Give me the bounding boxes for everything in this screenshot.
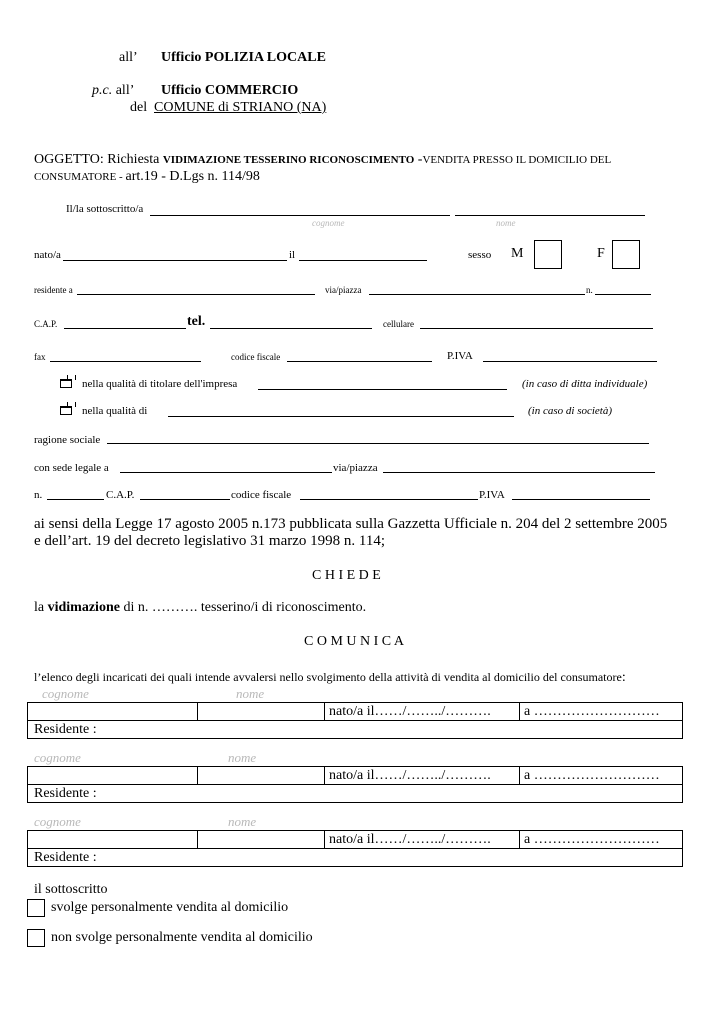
data-nascita-field[interactable] (299, 260, 427, 261)
comunica-heading: C O M U N I C A (304, 634, 404, 649)
sede-legale-field[interactable] (120, 472, 332, 473)
nome-hint-3: nome (228, 814, 257, 829)
cognome-cell[interactable] (28, 831, 197, 848)
incaricato-table-1 (27, 702, 683, 739)
residente-cell[interactable]: Residente : (34, 786, 97, 801)
sesso-m-label: M (511, 246, 524, 261)
ragione-sociale-field[interactable] (107, 443, 649, 444)
all-label-1: all’ (119, 50, 138, 65)
numero2-field[interactable] (47, 499, 104, 500)
incaricato-table-2 (27, 766, 683, 803)
cognome-hint-1: cognome (42, 686, 89, 701)
comune-name: COMUNE di STRIANO (NA) (154, 100, 327, 115)
del-label: del (130, 100, 148, 115)
legge-line-2: e dell’art. 19 del decreto legislativo 31 marzo 1998 n. 114; (34, 533, 386, 549)
nato-cell[interactable]: nato/a il……/……../………. (324, 831, 519, 848)
cap-label: C.A.P. (34, 319, 58, 329)
numero2-label: n. (34, 489, 43, 501)
numero-label: n. (586, 285, 593, 295)
incaricato-table-3 (27, 830, 683, 867)
sottoscritto-label: Il/la sottoscritto/a (66, 203, 144, 215)
tel-field[interactable] (210, 328, 372, 329)
residente-cell[interactable]: Residente : (34, 850, 97, 865)
residente-label: residente a (34, 285, 73, 295)
nome-cell[interactable] (197, 831, 324, 848)
qualita-note: (in caso di società) (528, 405, 613, 417)
via2-field[interactable] (383, 472, 655, 473)
via-field[interactable] (369, 294, 585, 295)
piva-label: P.IVA (447, 350, 473, 362)
nome-field[interactable] (455, 215, 645, 216)
piva-field[interactable] (483, 361, 657, 362)
incaricato-row (28, 831, 682, 849)
svolge-checkbox[interactable] (27, 899, 45, 917)
nato-cell[interactable]: nato/a il……/……../………. (324, 703, 519, 720)
subject-line-2: CONSUMATORE - art.19 - D.Lgs n. 114/98 (34, 169, 260, 184)
titolare-note: (in caso di ditta individuale) (522, 378, 648, 390)
sesso-f-checkbox[interactable] (612, 240, 640, 269)
sesso-label: sesso (468, 249, 492, 261)
sottoscritto-footer: il sottoscritto (34, 882, 108, 897)
via2-label: via/piazza (333, 462, 378, 474)
luogo-cell[interactable]: a ……………………… (519, 831, 682, 848)
nome-cell[interactable] (197, 767, 324, 784)
residente-row (28, 785, 682, 802)
cap2-label: C.A.P. (106, 489, 135, 501)
nome-hint: nome (496, 218, 516, 228)
luogo-cell[interactable]: a ……………………… (519, 703, 682, 720)
luogo-cell[interactable]: a ……………………… (519, 767, 682, 784)
nato-field[interactable] (63, 260, 287, 261)
numero-field[interactable] (595, 294, 651, 295)
nato-label: nato/a (34, 249, 61, 261)
residente-row (28, 849, 682, 866)
piva2-field[interactable] (512, 499, 650, 500)
il-label: il (289, 249, 296, 261)
office-commercio: Ufficio COMMERCIO (161, 83, 299, 98)
ragione-sociale-label: ragione sociale (34, 434, 101, 446)
nome-cell[interactable] (197, 703, 324, 720)
cognome-hint-2: cognome (34, 750, 81, 765)
qualita-label: nella qualità di (82, 405, 148, 417)
titolare-checkbox-icon[interactable] (60, 379, 72, 388)
vidimazione-line: la vidimazione di n. ………. tesserino/i di riconoscimento. (34, 600, 367, 615)
sesso-m-checkbox[interactable] (534, 240, 562, 269)
codice-fiscale-field[interactable] (287, 361, 432, 362)
qualita-field[interactable] (168, 416, 514, 417)
fax-field[interactable] (50, 361, 201, 362)
residente-field[interactable] (77, 294, 315, 295)
incaricato-row (28, 767, 682, 785)
cognome-hint: cognome (312, 218, 345, 228)
chiede-heading: C H I E D E (312, 568, 381, 583)
cap2-field[interactable] (140, 499, 230, 500)
residente-cell[interactable]: Residente : (34, 722, 97, 737)
cellulare-field[interactable] (420, 328, 653, 329)
cognome-hint-3: cognome (34, 814, 81, 829)
cellulare-label: cellulare (383, 319, 414, 329)
elenco-text: l’elenco degli incaricati dei quali intende avvalersi nello svolgimento della attività di vendita al domicilio del consumatore: (34, 670, 626, 685)
legge-line-1: ai sensi della Legge 17 agosto 2005 n.173 pubblicata sulla Gazzetta Ufficiale n. 204 del 2 settembre 2005 (34, 516, 668, 532)
titolare-label: nella qualità di titolare dell'impresa (82, 378, 238, 390)
nato-cell[interactable]: nato/a il……/……../………. (324, 767, 519, 784)
sede-legale-label: con sede legale a (34, 462, 109, 474)
tel-label: tel. (187, 314, 206, 329)
cognome-field[interactable] (150, 215, 450, 216)
subject-line-1: OGGETTO: Richiesta VIDIMAZIONE TESSERINO RICONOSCIMENTO -VENDITA PRESSO IL DOMICILIO DEL (34, 152, 612, 167)
non-svolge-label: non svolge personalmente vendita al domicilio (51, 930, 313, 945)
nome-hint-2: nome (228, 750, 257, 765)
incaricato-row (28, 703, 682, 721)
fax-label: fax (34, 352, 46, 362)
cf2-field[interactable] (300, 499, 478, 500)
cap-field[interactable] (64, 328, 186, 329)
pc-label: p.c. all’ (92, 83, 135, 98)
cognome-cell[interactable] (28, 767, 197, 784)
piva2-label: P.IVA (479, 489, 505, 501)
sesso-f-label: F (597, 246, 605, 261)
non-svolge-checkbox[interactable] (27, 929, 45, 947)
titolare-field[interactable] (258, 389, 507, 390)
office-polizia: Ufficio POLIZIA LOCALE (161, 50, 326, 65)
residente-row (28, 721, 682, 738)
nome-hint-1: nome (236, 686, 265, 701)
qualita-checkbox-icon[interactable] (60, 406, 72, 415)
codice-fiscale-label: codice fiscale (231, 352, 281, 362)
cognome-cell[interactable] (28, 703, 197, 720)
cf2-label: codice fiscale (231, 489, 292, 501)
via-label: via/piazza (325, 285, 362, 295)
svolge-label: svolge personalmente vendita al domicilio (51, 900, 289, 915)
